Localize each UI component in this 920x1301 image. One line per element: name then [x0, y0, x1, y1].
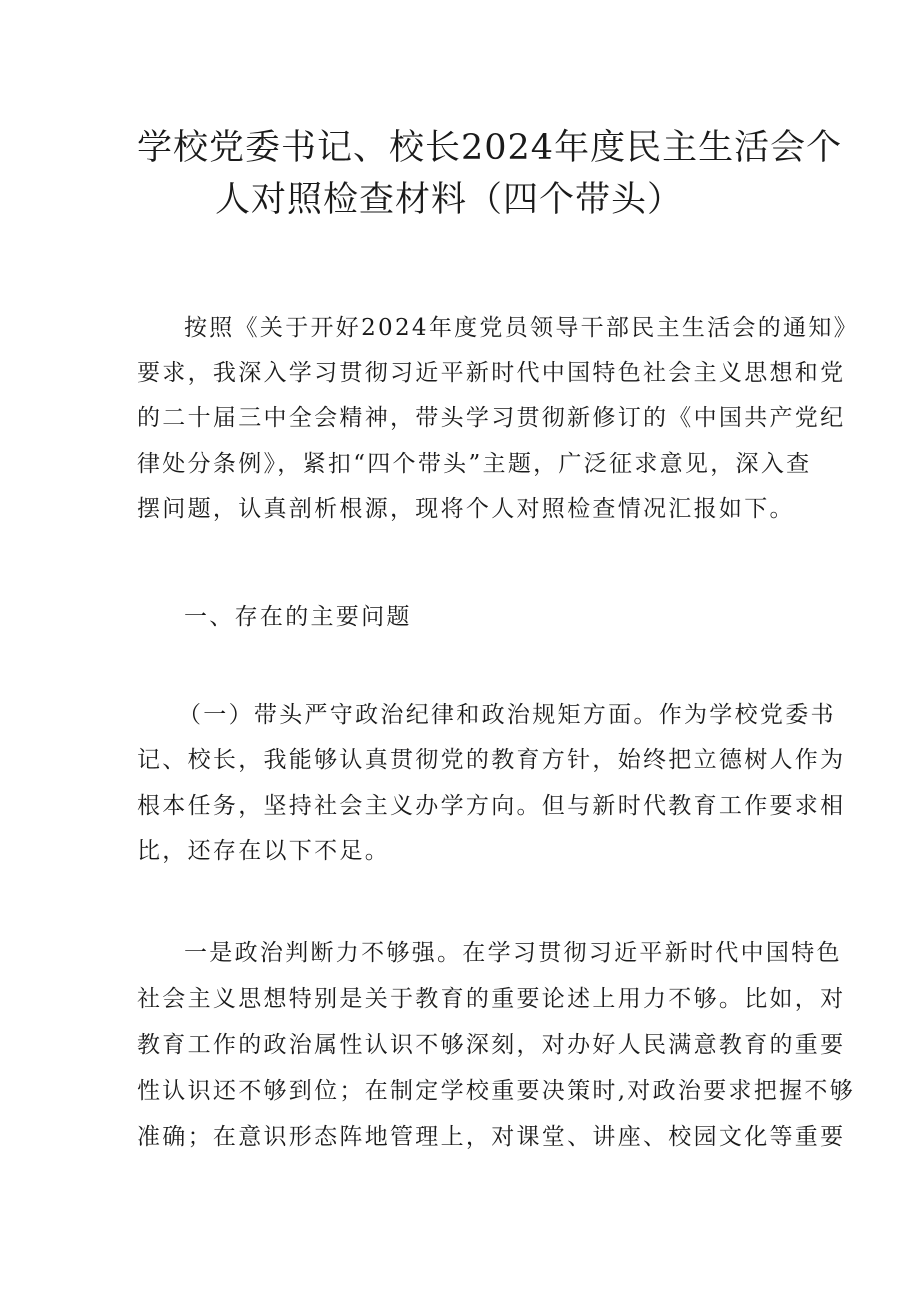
point-one-line-1: 一是政治判断力不够强。在学习贯彻习近平新时代中国特色: [184, 940, 842, 966]
intro-line-2: 要求，我深入学习贯彻习近平新时代中国特色社会主义思想和党: [137, 360, 846, 386]
document-title-line-2: 人对照检查材料（四个带头）: [215, 180, 684, 220]
subsection-line-4: 比，还存在以下不足。: [137, 838, 390, 864]
point-one-line-2: 社会主义思想特别是关于教育的重要论述上用力不够。比如，对: [137, 986, 846, 1012]
point-one-line-3: 教育工作的政治属性认识不够深刻，对办好人民满意教育的重要: [137, 1032, 846, 1058]
point-one-line-4: 性认识还不够到位；在制定学校重要决策时,对政治要求把握不够: [137, 1078, 856, 1104]
intro-line-3: 的二十届三中全会精神，带头学习贯彻新修订的《中国共产党纪: [137, 405, 846, 431]
intro-line-4: 律处分条例》，紧扣“四个带头”主题，广泛征求意见，深入查: [137, 451, 812, 477]
subsection-line-2: 记、校长，我能够认真贯彻党的教育方针，始终把立德树人作为: [137, 747, 846, 773]
point-one-line-5: 准确；在意识形态阵地管理上，对课堂、讲座、校园文化等重要: [137, 1124, 846, 1150]
document-title-line-1: 学校党委书记、校长2024年度民主生活会个: [137, 128, 843, 168]
intro-line-5: 摆问题，认真剖析根源，现将个人对照检查情况汇报如下。: [137, 496, 795, 522]
subsection-line-1: （一）带头严守政治纪律和政治规矩方面。作为学校党委书: [178, 702, 836, 728]
subsection-line-3: 根本任务，坚持社会主义办学方向。但与新时代教育工作要求相: [137, 793, 846, 819]
section-heading: 一、存在的主要问题: [184, 604, 412, 630]
intro-line-1: 按照《关于开好2024年度党员领导干部民主生活会的通知》: [184, 315, 859, 341]
